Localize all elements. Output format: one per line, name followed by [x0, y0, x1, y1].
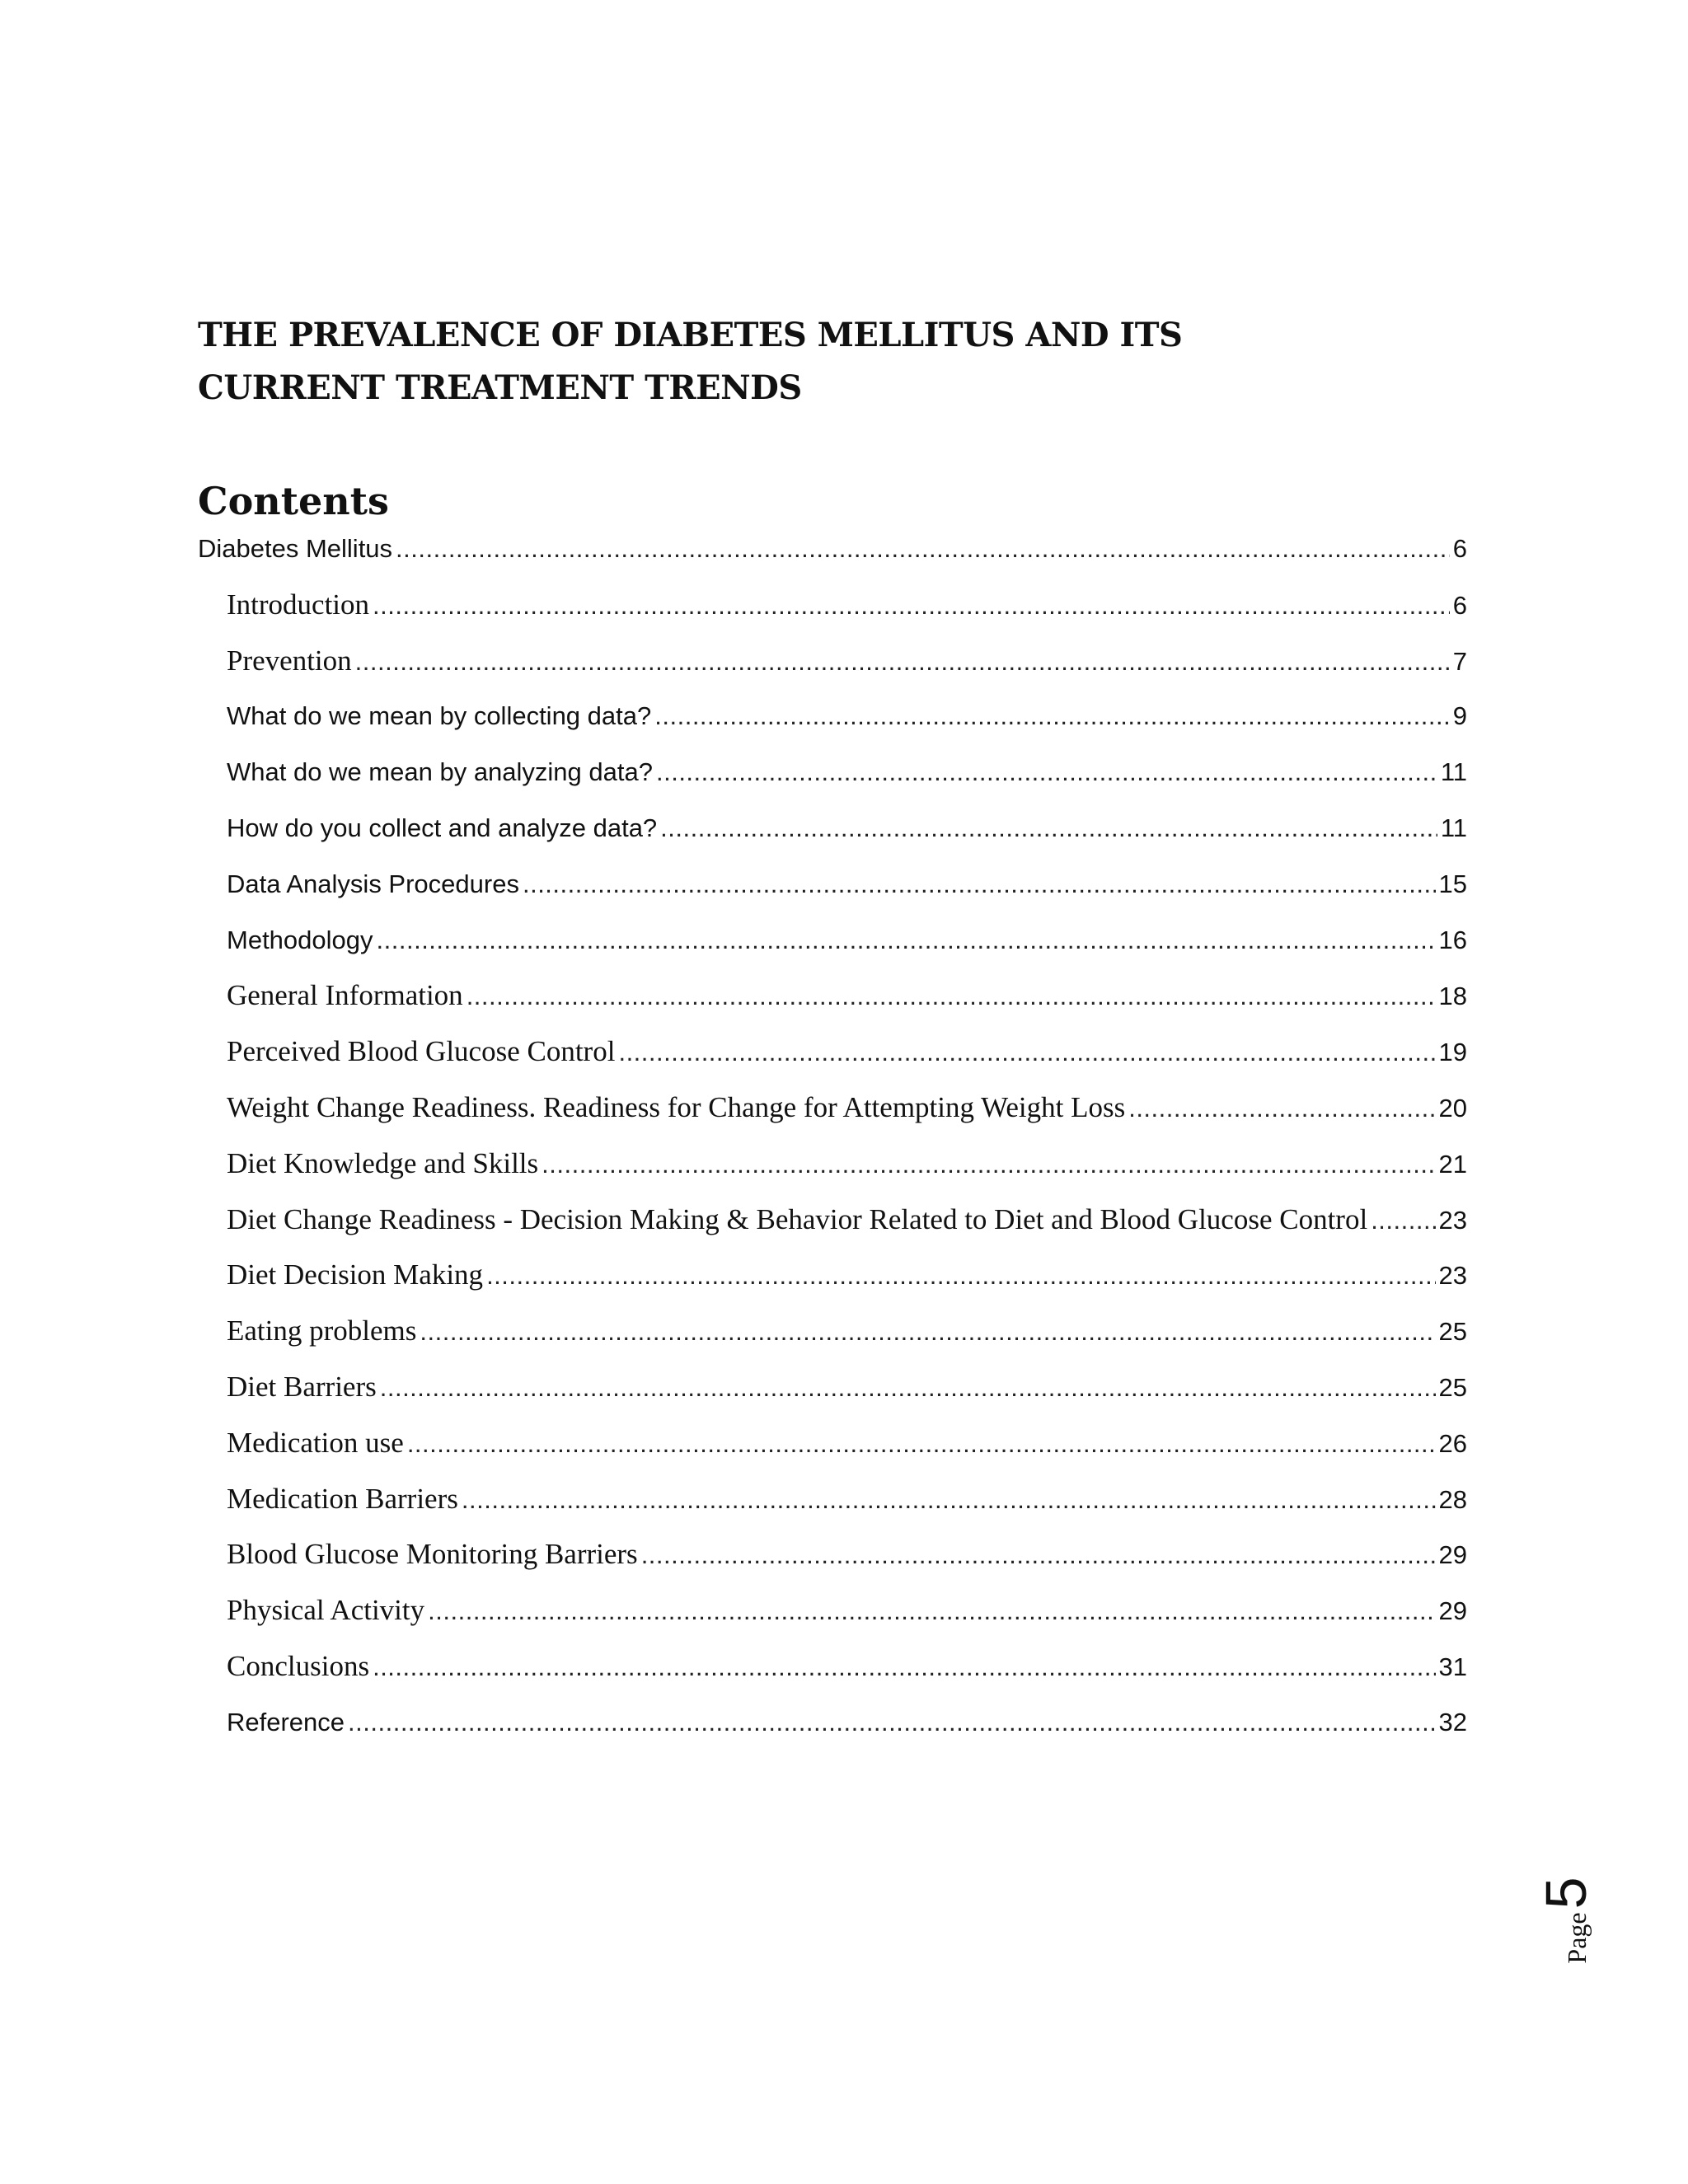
toc-page-number: 32: [1438, 1707, 1467, 1736]
toc-dot-leader: [618, 1031, 1435, 1074]
toc-entry-conclusions[interactable]: [198, 1645, 1467, 1701]
toc-entry-diet-knowledge-and-skills[interactable]: [198, 1142, 1467, 1198]
toc-dot-leader: [523, 863, 1436, 906]
toc-entry-title: Medication use: [227, 1426, 404, 1459]
toc-entry-title: Diet Barriers: [227, 1370, 377, 1403]
toc-dot-leader: [462, 1479, 1436, 1521]
toc-dot-leader: [467, 975, 1436, 1018]
toc-dot-leader: [542, 1143, 1435, 1186]
toc-dot-leader: [377, 919, 1436, 962]
toc-entry-title: Diabetes Mellitus: [198, 534, 393, 563]
toc-dot-leader: [407, 1422, 1436, 1465]
toc-entry-eating-problems[interactable]: [198, 1310, 1467, 1366]
toc-dot-leader: [380, 1366, 1436, 1409]
toc-page-number: 25: [1438, 1372, 1467, 1402]
toc-dot-leader: [641, 1534, 1436, 1577]
toc-entry-title: Prevention: [227, 644, 352, 677]
toc-entry-diabetes-mellitus[interactable]: [198, 527, 1467, 583]
toc-dot-leader: [654, 695, 1450, 738]
toc-entry-title: Medication Barriers: [227, 1482, 458, 1515]
toc-entry-general-information[interactable]: [198, 974, 1467, 1030]
toc-entry-prevention[interactable]: [198, 640, 1467, 696]
toc-entry-perceived-blood-glucose-control[interactable]: [198, 1030, 1467, 1086]
toc-entry-methodology[interactable]: [198, 919, 1467, 975]
toc-page-number: 23: [1438, 1261, 1467, 1291]
toc-page-number: 28: [1438, 1484, 1467, 1514]
toc-entry-title: Introduction: [227, 588, 370, 621]
toc-entry-title: What do we mean by collecting data?: [227, 701, 652, 731]
toc-dot-leader: [660, 807, 1437, 850]
toc-dot-leader: [355, 640, 1450, 683]
toc-page-number: 6: [1452, 534, 1467, 563]
toc-entry-title: Eating problems: [227, 1315, 417, 1347]
toc-dot-leader: [373, 1646, 1435, 1689]
toc-entry-title: How do you collect and analyze data?: [227, 813, 658, 842]
toc-entry-collect-and-analyze[interactable]: [198, 807, 1467, 863]
toc-entry-physical-activity[interactable]: [198, 1589, 1467, 1645]
toc-entry-title: Diet Decision Making: [227, 1258, 484, 1291]
toc-page-number: 18: [1438, 982, 1467, 1011]
toc-dot-leader: [486, 1254, 1435, 1297]
toc-page-number: 11: [1440, 813, 1467, 842]
toc-page-number: 9: [1452, 701, 1467, 731]
toc-dot-leader: [1371, 1199, 1435, 1242]
table-of-contents: [198, 527, 1467, 1757]
toc-page-number: 16: [1438, 925, 1467, 954]
toc-entry-analyzing-data[interactable]: [198, 751, 1467, 807]
toc-entry-title: Diet Knowledge and Skills: [227, 1146, 539, 1179]
toc-entry-title: Blood Glucose Monitoring Barriers: [227, 1538, 638, 1571]
toc-entry-diet-decision-making[interactable]: [198, 1254, 1467, 1310]
toc-page-number: 21: [1438, 1149, 1467, 1179]
toc-entry-title: Data Analysis Procedures: [227, 869, 519, 898]
toc-dot-leader: [1128, 1087, 1435, 1130]
toc-entry-title: Reference: [227, 1707, 345, 1736]
document-title: THE PREVALENCE OF DIABETES MELLITUS AND ITS CURRENT TREATMENT TRENDS: [198, 316, 1183, 407]
toc-entry-title: Physical Activity: [227, 1594, 425, 1627]
toc-dot-leader: [348, 1701, 1435, 1744]
toc-entry-title: Conclusions: [227, 1649, 370, 1682]
toc-page-number: 23: [1438, 1205, 1467, 1235]
toc-page-number: 11: [1440, 757, 1467, 787]
page-number: 5: [1534, 1877, 1598, 1910]
toc-page-number: 29: [1438, 1596, 1467, 1626]
toc-entry-title: Perceived Blood Glucose Control: [227, 1035, 616, 1068]
toc-entry-title: Weight Change Readiness. Readiness for Change for Attempting Weight Loss: [227, 1090, 1126, 1123]
toc-page-number: 20: [1438, 1093, 1467, 1122]
toc-entry-title: Diet Change Readiness - Decision Making & Behavior Related to Diet and Blood Glucose Control: [227, 1202, 1368, 1235]
toc-page-number: 29: [1438, 1540, 1467, 1570]
toc-entry-collecting-data[interactable]: [198, 695, 1467, 751]
toc-entry-blood-glucose-monitoring-barriers[interactable]: [198, 1533, 1467, 1589]
toc-dot-leader: [396, 527, 1450, 570]
toc-entry-data-analysis-procedures[interactable]: [198, 863, 1467, 919]
toc-entry-diet-barriers[interactable]: [198, 1366, 1467, 1422]
contents-heading: Contents: [198, 479, 389, 523]
toc-entry-title: Methodology: [227, 925, 373, 954]
toc-dot-leader: [373, 584, 1450, 627]
toc-entry-medication-use[interactable]: [198, 1422, 1467, 1478]
page-number-footer: [1533, 1863, 1632, 1978]
toc-dot-leader: [428, 1590, 1435, 1633]
toc-page-number: 7: [1452, 646, 1467, 676]
toc-entry-reference[interactable]: [198, 1701, 1467, 1757]
toc-page-number: 6: [1452, 590, 1467, 620]
page-label: Page: [1562, 1912, 1592, 1964]
toc-entry-title: General Information: [227, 979, 463, 1012]
toc-entry-diet-change-readiness[interactable]: [198, 1198, 1467, 1254]
toc-entry-title: What do we mean by analyzing data?: [227, 757, 653, 787]
toc-entry-medication-barriers[interactable]: [198, 1478, 1467, 1534]
toc-page-number: 15: [1438, 869, 1467, 898]
toc-page-number: 26: [1438, 1428, 1467, 1458]
toc-entry-introduction[interactable]: [198, 583, 1467, 640]
toc-page-number: 25: [1438, 1317, 1467, 1347]
toc-dot-leader: [420, 1310, 1435, 1353]
toc-page-number: 19: [1438, 1038, 1467, 1067]
toc-entry-weight-change-readiness[interactable]: [198, 1086, 1467, 1142]
toc-dot-leader: [656, 751, 1437, 794]
toc-page-number: 31: [1438, 1652, 1467, 1681]
